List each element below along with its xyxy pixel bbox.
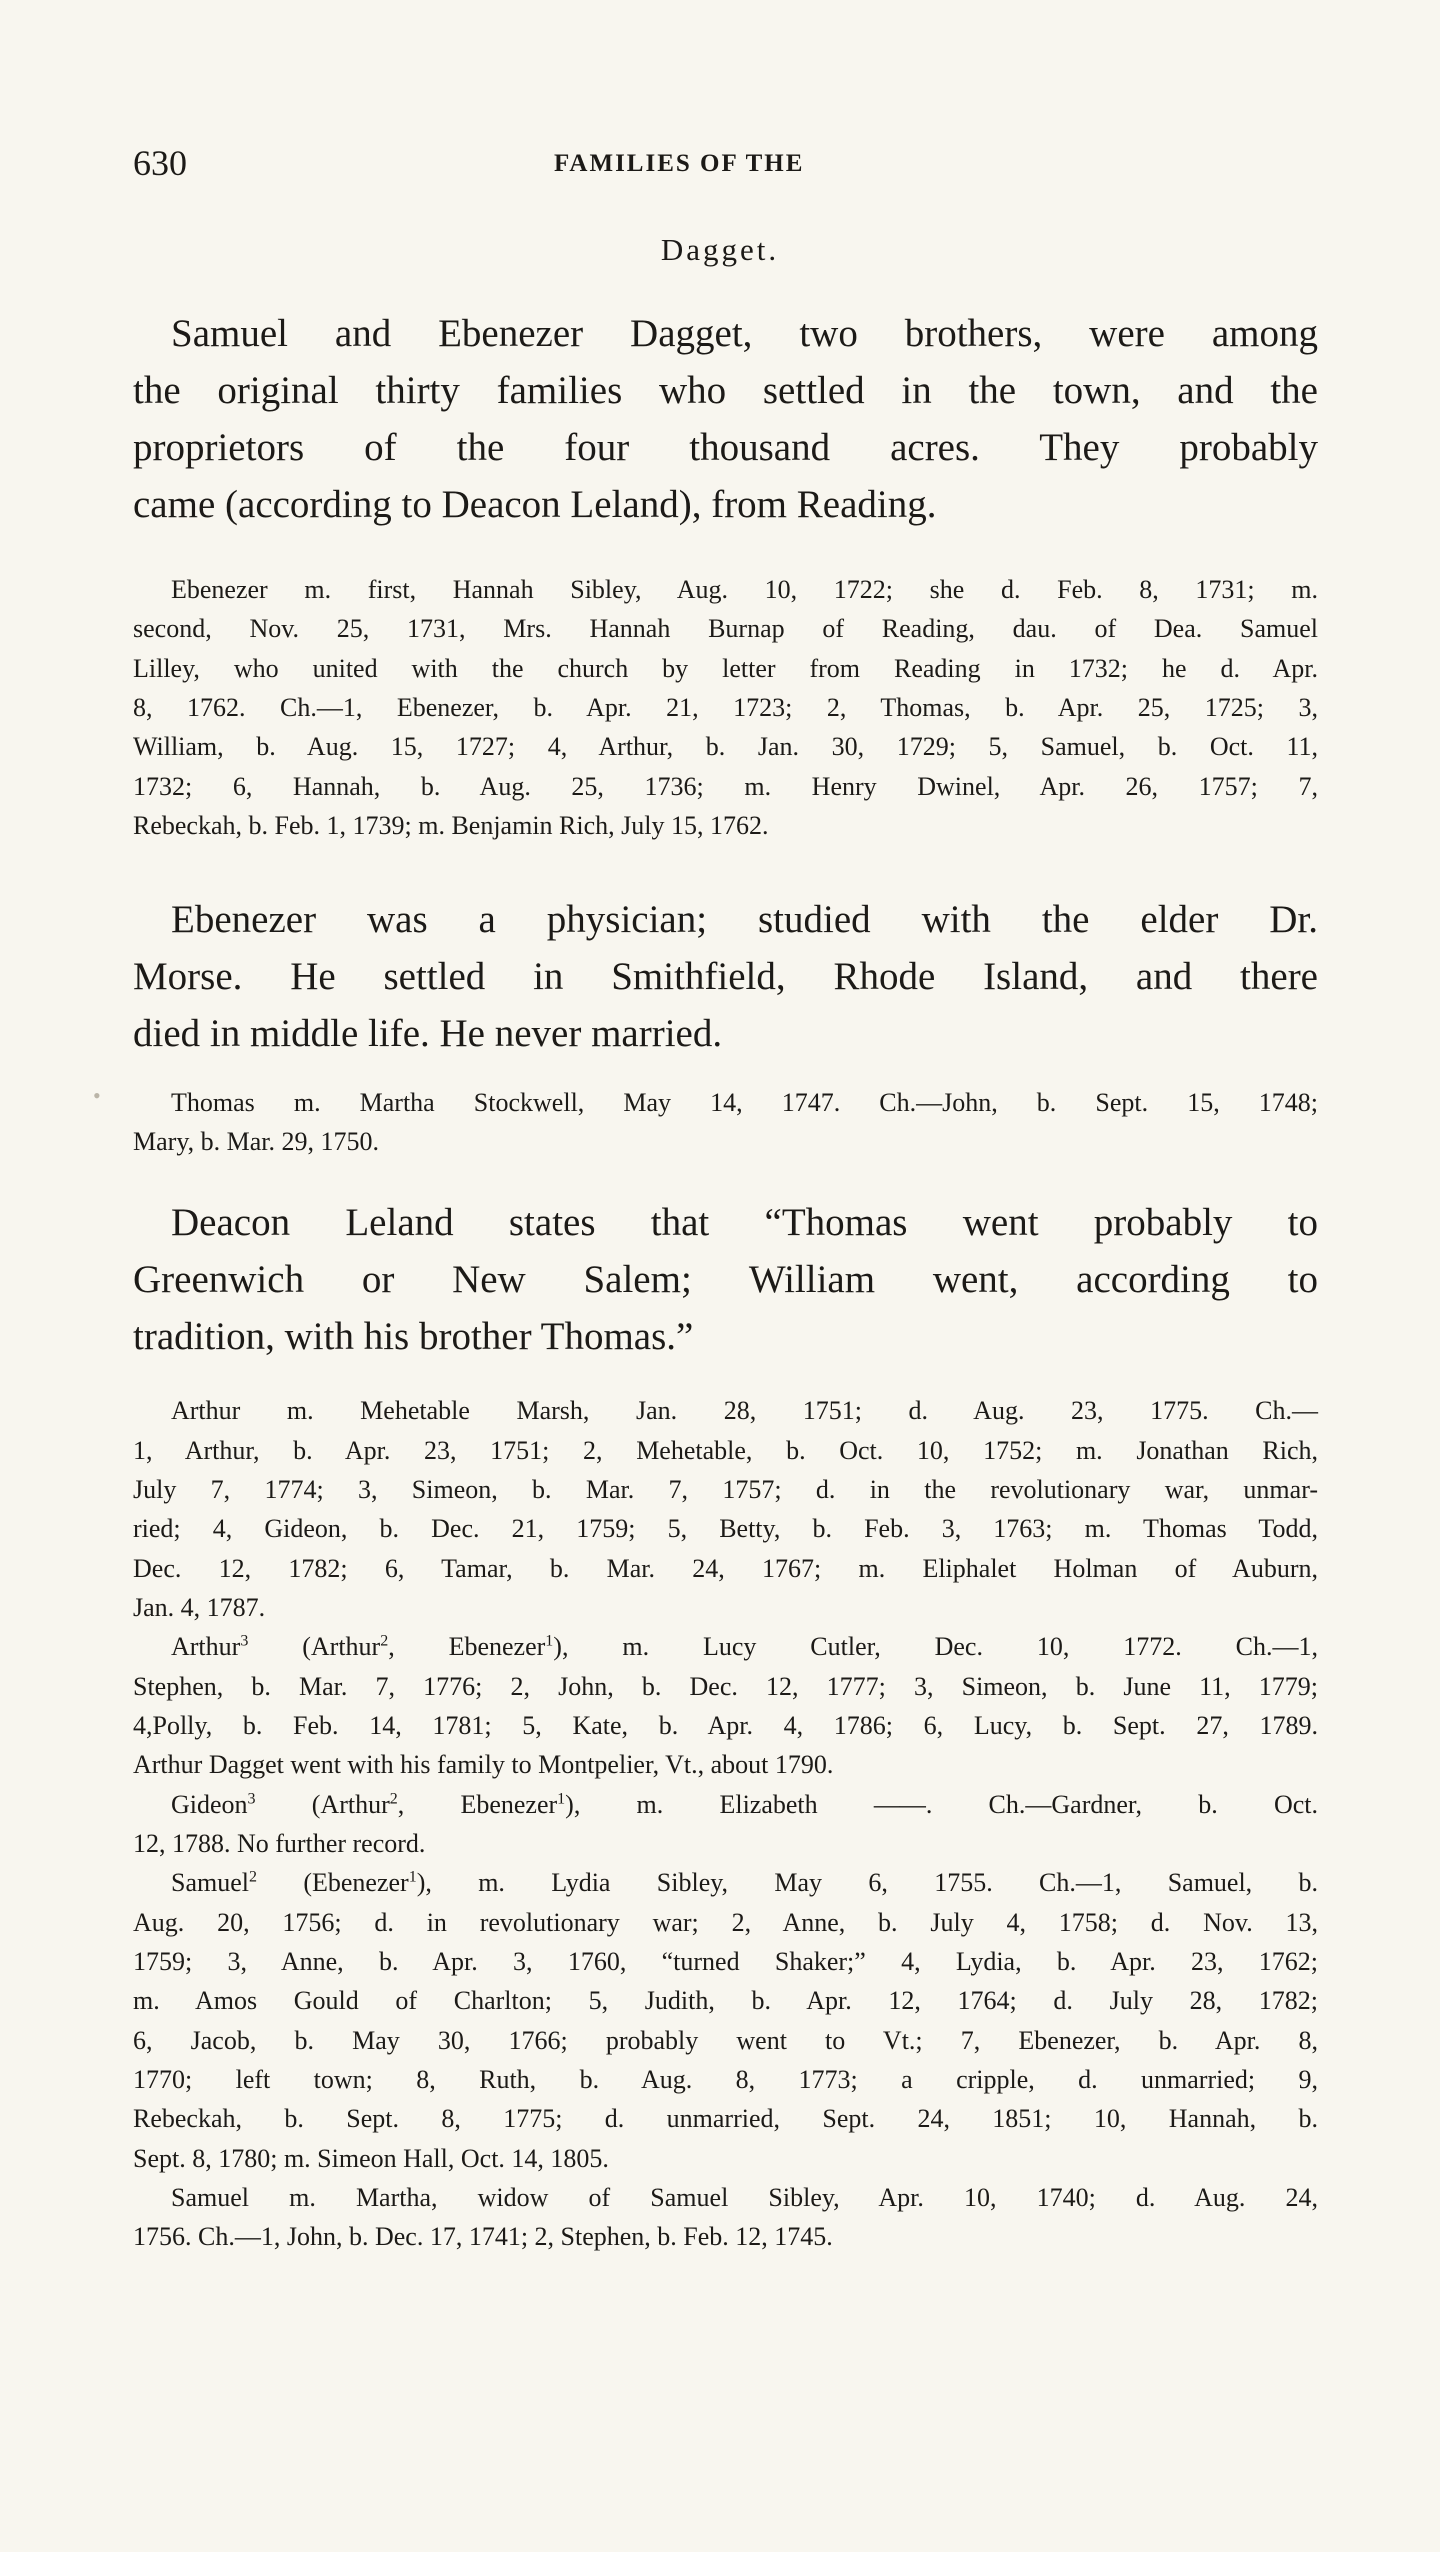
samuel-record-line-1: Samuel m. Martha, widow of Samuel Sibley, Apr. 10, 1740; d. Aug. 24, [171,2183,1318,2212]
ebenezer-record-line-1: Ebenezer m. first, Hannah Sibley, Aug. 10, 1722; she d. Feb. 8, 1731; m. [171,575,1318,604]
ebenezer-record-line-5: William, b. Aug. 15, 1727; 4, Arthur, b. Jan. 30, 1729; 5, Samuel, b. Oct. 11, [133,732,1318,761]
leland-line-2: Greenwich or New Salem; William went, according to [133,1258,1318,1301]
gideon-record-line-1: Gideon$^3$ (Arthur$^2$, Ebenezer$^1$), m. Elizabeth ——. Ch.—Gardner, b. Oct. [171,1790,1318,1819]
arthur-record-line-3: July 7, 1774; 3, Simeon, b. Mar. 7, 1757; d. in the revolutionary war, unmar- [133,1475,1318,1504]
ebenezer-record-line-4: 8, 1762. Ch.—1, Ebenezer, b. Apr. 21, 1723; 2, Thomas, b. Apr. 25, 1725; 3, [133,693,1318,722]
thomas-record-line-2: Mary, b. Mar. 29, 1750. [133,1127,380,1156]
arthur3-record-line-3: 4,Polly, b. Feb. 14, 1781; 5, Kate, b. Apr. 4, 1786; 6, Lucy, b. Sept. 27, 1789. [133,1711,1318,1740]
arthur3-record-line-1: Arthur$^3$ (Arthur$^2$, Ebenezer$^1$), m. Lucy Cutler, Dec. 10, 1772. Ch.—1, [171,1632,1318,1661]
samuel2-record-line-2: Aug. 20, 1756; d. in revolutionary war; 2, Anne, b. July 4, 1758; d. Nov. 13, [133,1908,1318,1937]
running-head [133,142,1307,182]
arthur3-record-line-2: Stephen, b. Mar. 7, 1776; 2, John, b. Dec. 12, 1777; 3, Simeon, b. June 11, 1779; [133,1672,1318,1701]
samuel2-record-line-7: Rebeckah, b. Sept. 8, 1775; d. unmarried, Sept. 24, 1851; 10, Hannah, b. [133,2104,1318,2133]
gideon-record-line-2: 12, 1788. No further record. [133,1829,426,1858]
running-title: FAMILIES OF THE [554,150,805,177]
arthur-record-line-1: Arthur m. Mehetable Marsh, Jan. 28, 1751; d. Aug. 23, 1775. Ch.— [171,1396,1318,1425]
intro-line-4: came (according to Deacon Leland), from Reading. [133,483,937,526]
samuel2-record-line-1: Samuel$^2$ (Ebenezer$^1$), m. Lydia Sibley, May 6, 1755. Ch.—1, Samuel, b. [171,1868,1319,1897]
samuel2-record-line-5: 6, Jacob, b. May 30, 1766; probably went to Vt.; 7, Ebenezer, b. Apr. 8, [133,2026,1318,2055]
intro-line-1: Samuel and Ebenezer Dagget, two brothers, were among [171,312,1318,355]
thomas-record-line-1: Thomas m. Martha Stockwell, May 14, 1747. Ch.—John, b. Sept. 15, 1748; [171,1088,1318,1117]
intro-line-2: the original thirty families who settled in the town, and the [133,369,1318,412]
leland-line-3: tradition, with his brother Thomas.” [133,1315,694,1358]
ebenezer-record-line-2: second, Nov. 25, 1731, Mrs. Hannah Burnap of Reading, dau. of Dea. Samuel [133,614,1318,643]
physician-line-1: Ebenezer was a physician; studied with the elder Dr. [171,898,1318,941]
samuel2-record-line-4: m. Amos Gould of Charlton; 5, Judith, b. Apr. 12, 1764; d. July 28, 1782; [133,1986,1318,2015]
arthur-record-line-6: Jan. 4, 1787. [133,1593,266,1622]
ebenezer-record-line-6: 1732; 6, Hannah, b. Aug. 25, 1736; m. Henry Dwinel, Apr. 26, 1757; 7, [133,772,1318,801]
samuel2-record-line-8: Sept. 8, 1780; m. Simeon Hall, Oct. 14, 1805. [133,2144,609,2173]
ebenezer-record-line-7: Rebeckah, b. Feb. 1, 1739; m. Benjamin Rich, July 15, 1762. [133,811,769,840]
samuel-record-line-2: 1756. Ch.—1, John, b. Dec. 17, 1741; 2, Stephen, b. Feb. 12, 1745. [133,2222,833,2251]
arthur-record-line-4: ried; 4, Gideon, b. Dec. 21, 1759; 5, Betty, b. Feb. 3, 1763; m. Thomas Todd, [133,1514,1318,1543]
arthur-record-line-2: 1, Arthur, b. Apr. 23, 1751; 2, Mehetable, b. Oct. 10, 1752; m. Jonathan Rich, [133,1436,1318,1465]
arthur-record-line-5: Dec. 12, 1782; 6, Tamar, b. Mar. 24, 1767; m. Eliphalet Holman of Auburn, [133,1554,1318,1583]
samuel2-record-line-3: 1759; 3, Anne, b. Apr. 3, 1760, “turned Shaker;” 4, Lydia, b. Apr. 23, 1762; [133,1947,1318,1976]
arthur3-record-line-4: Arthur Dagget went with his family to Montpelier, Vt., about 1790. [133,1750,834,1779]
ebenezer-record-line-3: Lilley, who united with the church by letter from Reading in 1732; he d. Apr. [133,654,1318,683]
physician-line-2: Morse. He settled in Smithfield, Rhode Island, and there [133,955,1318,998]
section-title: Dagget. [660,232,780,267]
page-number: 630 [133,143,187,183]
intro-line-3: proprietors of the four thousand acres. They probably [133,426,1318,469]
margin-mark: • [93,1083,101,1108]
leland-line-1: Deacon Leland states that “Thomas went probably to [171,1201,1318,1244]
samuel2-record-line-6: 1770; left town; 8, Ruth, b. Aug. 8, 1773; a cripple, d. unmarried; 9, [133,2065,1318,2094]
physician-line-3: died in middle life. He never married. [133,1012,723,1055]
